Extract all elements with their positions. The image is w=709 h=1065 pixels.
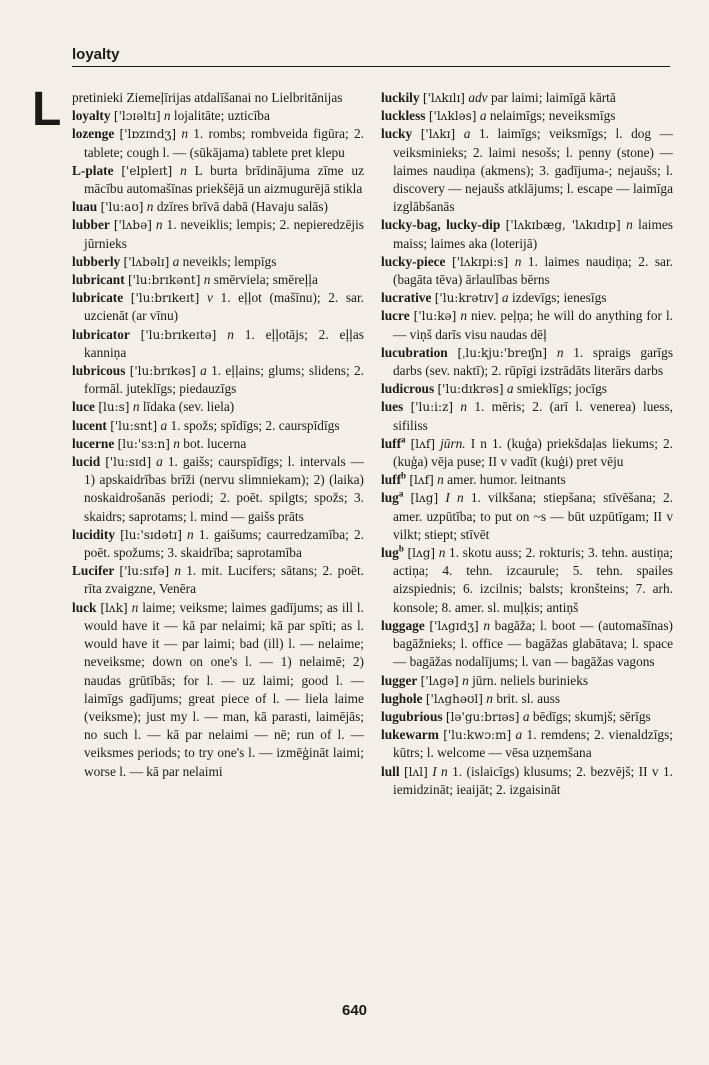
entry-headword: lughole bbox=[381, 690, 423, 706]
entry-grammar-label: n bbox=[460, 399, 468, 415]
entry-definition: 1. spraigs garīgs darbs (sev. naktī); 2. rūpīgi izstrādāts literārs darbs bbox=[393, 344, 674, 379]
dictionary-entry bbox=[72, 562, 364, 598]
entry-definition: 1. mēris; 2. (arī l. venerea) luess, sifiliss bbox=[393, 399, 674, 433]
entry-grammar-label: adv bbox=[468, 90, 488, 105]
entry-headword: lucubration bbox=[381, 344, 448, 360]
entry-grammar-label: a bbox=[506, 381, 514, 397]
entry-pronunciation: ['lu:brɪkəs] bbox=[129, 364, 196, 379]
entry-pronunciation: ['lʌkɪ] bbox=[420, 127, 456, 142]
entry-headword: lucre bbox=[381, 308, 410, 324]
right-column bbox=[381, 89, 673, 799]
entry-grammar-label: n bbox=[626, 217, 633, 233]
entry-definition: par laimi; laimīgā kārtā bbox=[490, 90, 616, 105]
dictionary-entry bbox=[381, 617, 673, 672]
entry-pronunciation: ['lɒzɪndʒ] bbox=[119, 127, 177, 142]
entry-headword: lug bbox=[381, 490, 399, 506]
entry-pronunciation: ['lu:i:z] bbox=[410, 400, 454, 415]
entry-pronunciation: [lu:'sɜ:n] bbox=[117, 436, 170, 451]
entry-headword: lubber bbox=[72, 217, 110, 233]
entry-pronunciation: ['lʌbə] bbox=[113, 218, 152, 233]
entry-definition: 1. laimīgs; veiksmīgs; l. dog — veiksminieks; 2. laimi nesošs; l. penny (stone) — laimes naudiņa (akmens); 3. gadījuma-; nejaušs; l. discovery — nejaušs atklājums; l. escape — laimīga izglābšanās bbox=[393, 126, 674, 215]
dictionary-entry bbox=[381, 672, 673, 690]
entry-grammar-label: n bbox=[180, 162, 187, 178]
entry-pronunciation: [lʌf] bbox=[409, 473, 434, 488]
entry-definition: izdevīgs; ienesīgs bbox=[511, 290, 607, 306]
dictionary-entry bbox=[72, 362, 364, 398]
entry-pronunciation: ['lu:snt] bbox=[110, 418, 158, 433]
entry-pronunciation: ['lu:kə] bbox=[413, 309, 457, 324]
entry-definition: 1. laimes naudiņa; 2. sar. (bagāta tēva) ārlaulības bērns bbox=[393, 253, 673, 288]
entry-pronunciation: ['lʌbəlɪ] bbox=[123, 254, 170, 269]
entry-definition: 1. vilkšana; stiepšana; stīvēšana; 2. amer. uzpūtība; to put on ~s — būt uzpūtīgam; II v vilkt; stiept; stīvēt bbox=[393, 490, 673, 542]
dictionary-entry bbox=[381, 708, 673, 726]
entry-pronunciation: ['lʌkɪlɪ] bbox=[422, 91, 465, 105]
entry-headword: lubberly bbox=[72, 253, 121, 269]
entry-definition: neveikls; lempīgs bbox=[182, 253, 277, 269]
dictionary-entry bbox=[72, 326, 364, 362]
running-header: loyalty bbox=[72, 46, 120, 63]
dictionary-entry bbox=[381, 216, 673, 252]
dictionary-entry bbox=[72, 216, 364, 252]
dictionary-entry bbox=[72, 125, 364, 161]
entry-grammar-label: n bbox=[187, 526, 194, 542]
entry-pronunciation: [lʌg] bbox=[410, 491, 439, 506]
entry-pronunciation: [lu:'sɪdətɪ] bbox=[120, 527, 182, 542]
dictionary-entry bbox=[72, 271, 364, 289]
entry-definition: smieklīgs; jocīgs bbox=[516, 381, 607, 397]
entry-definition: bagāža; l. boot — (automašīnas) bagāžnieks; l. office — bagāžas glabātava; l. space — bagāžas nodalījums; l. van — bagāžas vagons bbox=[393, 617, 673, 670]
entry-definition: dzīres brīvā dabā (Havaju salās) bbox=[156, 199, 328, 215]
entry-headword: lucky-bag, lucky-dip bbox=[381, 217, 501, 233]
entry-headword: lozenge bbox=[72, 126, 115, 142]
entry-headword: lubricate bbox=[72, 290, 124, 306]
entry-grammar-label: a bbox=[479, 108, 487, 124]
entry-grammar-label: n bbox=[514, 253, 522, 269]
dictionary-entry bbox=[381, 344, 673, 380]
dictionary-entry bbox=[72, 398, 364, 416]
entry-definition: laimes maiss; laimes aka (loterijā) bbox=[393, 217, 673, 251]
entry-pronunciation: ['lʌgə] bbox=[420, 673, 459, 688]
entry-headword: lucerne bbox=[72, 435, 115, 451]
entry-grammar-label: a bbox=[515, 727, 523, 743]
entry-definition: 1. neveiklis; lempis; 2. nepieredzējis jūrnieks bbox=[84, 217, 364, 251]
entry-definition: bēdīgs; skumjš; sērīgs bbox=[532, 708, 651, 724]
entry-pronunciation: ['lu:sɪfə] bbox=[119, 564, 170, 579]
dictionary-entry bbox=[72, 89, 364, 107]
entry-definition: 1. mit. Lucifers; sātans; 2. poēt. rīta zvaigzne, Venēra bbox=[84, 563, 364, 597]
entry-definition: 1. skotu auss; 2. rokturis; 3. tehn. austiņa; actiņa; 4. tehn. izcaurule; 5. tehn. spailes aizspiednis; 6. izcilnis; balsts; kronšteins; 7. arh. konsole; 8. amer. sl. muļķis; antiņš bbox=[393, 545, 674, 615]
entry-grammar-label: n bbox=[438, 545, 446, 561]
entry-definition: bot. lucerna bbox=[183, 435, 247, 451]
entry-pronunciation: [lʌg] bbox=[407, 546, 436, 561]
entry-headword: Lucifer bbox=[72, 563, 115, 579]
entry-pronunciation: ['lu:brɪkeɪt] bbox=[130, 291, 200, 306]
entry-definition: lojalitāte; uzticība bbox=[173, 108, 270, 124]
left-column bbox=[72, 89, 364, 781]
entry-grammar-label: v bbox=[206, 290, 213, 306]
entry-pronunciation: ['lʌkɪpi:s] bbox=[452, 254, 509, 269]
dictionary-entry bbox=[72, 526, 364, 562]
entry-definition: 1. rombs; rombveida figūra; 2. tablete; cough l. — (sūkājama) tablete pret klepu bbox=[84, 126, 364, 160]
entry-headword: lucrative bbox=[381, 290, 432, 306]
dictionary-entry bbox=[381, 435, 673, 471]
entry-headword: lucid bbox=[72, 454, 101, 470]
entry-grammar-label: n bbox=[181, 126, 188, 142]
header-rule bbox=[72, 66, 670, 67]
entry-grammar-label: n bbox=[460, 308, 467, 324]
entry-grammar-label: a bbox=[156, 454, 163, 470]
entry-definition: 1. eļļains; glums; slidens; 2. formāl. juteklīgs; piedauzīgs bbox=[84, 363, 364, 397]
entry-headword: L-plate bbox=[72, 162, 114, 178]
headword-superscript: a bbox=[398, 489, 404, 500]
dictionary-entry bbox=[381, 763, 673, 799]
entry-grammar-label: n bbox=[132, 399, 140, 415]
headword-superscript: b bbox=[401, 470, 407, 481]
dictionary-entry bbox=[72, 289, 364, 325]
entry-grammar-label: n bbox=[203, 272, 211, 288]
entry-pronunciation: ['lʌgɪdʒ] bbox=[429, 618, 479, 633]
entry-grammar-label: a bbox=[172, 253, 180, 269]
entry-definition: jūrn. neliels burinieks bbox=[472, 672, 589, 688]
entry-grammar-label: I n bbox=[432, 763, 448, 779]
dictionary-entry bbox=[72, 253, 364, 271]
entry-pronunciation: [lə'gu:brɪəs] bbox=[445, 709, 520, 724]
entry-definition: līdaka (sev. liela) bbox=[142, 399, 235, 415]
entry-headword: loyalty bbox=[72, 108, 111, 124]
entry-grammar-label: a bbox=[501, 290, 509, 306]
entry-pronunciation: ['lu:brɪkənt] bbox=[127, 273, 201, 288]
dictionary-entry bbox=[72, 599, 364, 781]
entry-pronunciation: ['lu:sɪd] bbox=[105, 455, 152, 470]
entry-headword: lubricator bbox=[72, 326, 130, 342]
entry-headword: lubricant bbox=[72, 272, 125, 288]
entry-pronunciation: [lʌl] bbox=[403, 764, 428, 779]
entry-pronunciation: [lʌk] bbox=[100, 600, 128, 615]
entry-headword: luce bbox=[72, 399, 95, 415]
entry-pronunciation: [lʌf] bbox=[410, 436, 435, 451]
dictionary-entry bbox=[72, 162, 364, 198]
entry-grammar-label: a bbox=[160, 417, 168, 433]
entry-pronunciation: [ˌlu:kju:'breɪʃn] bbox=[457, 345, 548, 360]
entry-headword: lull bbox=[381, 763, 400, 779]
entry-headword: lubricous bbox=[72, 363, 126, 379]
dictionary-entry bbox=[381, 726, 673, 762]
dictionary-entry bbox=[381, 398, 673, 434]
entry-grammar-label: I n bbox=[445, 490, 464, 506]
dictionary-entry bbox=[72, 453, 364, 526]
entry-definition: niev. peļņa; he will do anything for l. — viņš darīs visu naudas dēļ bbox=[393, 308, 673, 342]
entry-headword: ludicrous bbox=[381, 381, 435, 397]
entry-pronunciation: ['lʌkləs] bbox=[428, 109, 477, 124]
entry-headword: lucky-piece bbox=[381, 253, 446, 269]
entry-definition: amer. humor. leitnants bbox=[447, 472, 566, 488]
dictionary-entry bbox=[72, 435, 364, 453]
entry-pronunciation: ['lʌghəʊl] bbox=[425, 691, 483, 706]
entry-headword: lukewarm bbox=[381, 727, 439, 743]
entry-definition: I n 1. (kuģa) priekšdaļas liekums; 2. (kuģa) vēja puse; II v vadīt (kuģi) pret vēju bbox=[393, 435, 673, 470]
entry-grammar-label: n bbox=[437, 472, 444, 488]
entry-grammar-label: n bbox=[483, 617, 490, 633]
entry-headword: luau bbox=[72, 199, 98, 215]
dictionary-entry bbox=[381, 125, 673, 216]
entry-definition: 1. spožs; spīdīgs; 2. caurspīdīgs bbox=[170, 417, 340, 433]
entry-grammar-label: n bbox=[174, 563, 182, 579]
entry-headword: lugubrious bbox=[381, 708, 443, 724]
entry-definition: nelaimīgs; neveiksmīgs bbox=[489, 108, 616, 124]
entry-pronunciation: ['elpleɪt] bbox=[121, 163, 173, 178]
entry-pronunciation: ['lu:dɪkrəs] bbox=[437, 382, 504, 397]
entry-headword: lug bbox=[381, 545, 399, 561]
entry-headword: lucky bbox=[381, 126, 413, 142]
entry-grammar-label: n bbox=[155, 217, 163, 233]
entry-headword: lucidity bbox=[72, 526, 116, 542]
entry-definition: L burta brīdinājuma zīme uz mācību automašīnas priekšējā un aizmugurējā stikla bbox=[84, 162, 365, 197]
entry-definition: 1. gaišums; caurredzamība; 2. poēt. spožums; 3. skaidrība; saprotamība bbox=[84, 526, 365, 561]
entry-grammar-label: a bbox=[463, 126, 471, 142]
entry-headword: lugger bbox=[381, 672, 418, 688]
entry-grammar-label: n bbox=[163, 108, 171, 124]
entry-grammar-label: n bbox=[462, 672, 469, 688]
entry-pronunciation: ['lɔɪəltɪ] bbox=[113, 109, 161, 124]
headword-superscript: a bbox=[401, 434, 406, 445]
entry-definition: brit. sl. auss bbox=[496, 690, 561, 706]
headword-superscript: b bbox=[398, 543, 404, 554]
entry-grammar-label: a bbox=[522, 708, 530, 724]
entry-definition: 1. eļļot (mašīnu); 2. sar. uzcienāt (ar vīnu) bbox=[84, 290, 365, 324]
entry-headword: luckless bbox=[381, 108, 426, 124]
entry-headword: lues bbox=[381, 399, 404, 415]
dictionary-entry bbox=[381, 307, 673, 343]
entry-pronunciation: ['lʌkɪbæg, 'lʌkɪdɪp] bbox=[505, 218, 621, 233]
page-number: 640 bbox=[341, 1002, 368, 1019]
entry-pronunciation: ['lu:kwɔ:m] bbox=[443, 728, 512, 743]
entry-grammar-label: n bbox=[131, 599, 139, 615]
entry-grammar-label: n bbox=[146, 199, 154, 215]
entry-grammar-label: n bbox=[486, 690, 493, 706]
entry-grammar-label: n bbox=[556, 344, 564, 360]
entry-definition: smērviela; smēreļļa bbox=[213, 272, 318, 288]
entry-pronunciation: ['lu:brɪkeɪtə] bbox=[140, 327, 217, 342]
entry-pronunciation: ['lu:aʊ] bbox=[100, 200, 144, 215]
dictionary-entry bbox=[381, 471, 673, 489]
entry-grammar-label: n bbox=[173, 435, 180, 451]
entry-grammar-label: jūrn. bbox=[440, 435, 466, 451]
entry-grammar-label: a bbox=[200, 363, 207, 379]
dictionary-entry bbox=[72, 417, 364, 435]
entry-definition: pretinieki Ziemeļīrijas atdalīšanai no Lielbritānijas bbox=[72, 90, 343, 105]
entry-headword: luckily bbox=[381, 90, 420, 105]
section-letter: L bbox=[32, 83, 62, 136]
dictionary-entry bbox=[381, 544, 673, 617]
entry-definition: 1. (islaicīgs) klusums; 2. bezvējš; II v 1. iemidzināt; ieaijāt; 2. izgaisināt bbox=[393, 763, 674, 797]
dictionary-entry bbox=[381, 289, 673, 307]
entry-pronunciation: ['lu:krətɪv] bbox=[434, 291, 499, 306]
entry-headword: luff bbox=[381, 435, 402, 451]
dictionary-entry bbox=[381, 253, 673, 289]
entry-headword: luck bbox=[72, 599, 97, 615]
dictionary-entry bbox=[381, 690, 673, 708]
entry-grammar-label: n bbox=[227, 326, 234, 342]
dictionary-entry bbox=[381, 489, 673, 544]
entry-definition: 1. remdens; 2. vienaldzīgs; kūtrs; l. welcome — vēsa uzņemšana bbox=[393, 727, 673, 761]
dictionary-entry bbox=[381, 89, 673, 107]
entry-definition: 1. gaišs; caurspīdīgs; l. intervals — 1) apskaidrības brīži (nervu slimniekam); 2) (laika) noskaidrošanās periodi; 2. poēt. spilgts; spožs; 3. skaidrs; saprotams; l. mind — gaišs prāts bbox=[84, 454, 364, 524]
entry-definition: 1. eļļotājs; 2. eļļas kanniņa bbox=[84, 326, 364, 360]
entry-headword: lucent bbox=[72, 417, 107, 433]
entry-pronunciation: [lu:s] bbox=[98, 400, 130, 415]
entry-headword: luff bbox=[381, 472, 402, 488]
dictionary-entry bbox=[381, 380, 673, 398]
dictionary-entry bbox=[72, 107, 364, 125]
entry-definition: laime; veiksme; laimes gadījums; as ill l. would have it — kā par nelaimi; kā par spīti; as l. would have it — par laimi; bad (ill) l. — nelaime; neveiksme; down on one's l. — 1) nelaimē; 2) naudas grūtībās; for l. — uz laimi; good l. — laimīgs gadījums; great piece of l. — liela laime (veiksme); just my l. — man, kā parasti, laimējās; no such l. — kā par nelaimi — nē; run of l. — veiksmes periods; to try one's l. — izmēģināt laimi; worse l. — kā par nelaimi bbox=[84, 599, 364, 779]
entry-headword: luggage bbox=[381, 617, 425, 633]
dictionary-entry bbox=[72, 198, 364, 216]
dictionary-entry bbox=[381, 107, 673, 125]
